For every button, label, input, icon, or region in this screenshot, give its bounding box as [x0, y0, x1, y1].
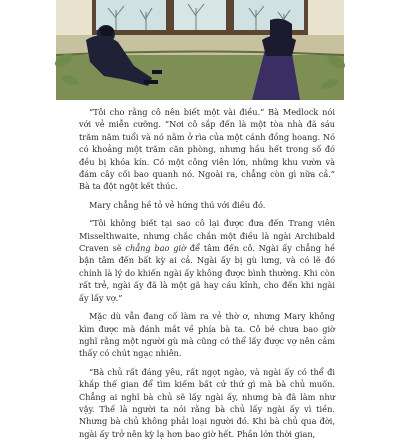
paragraph-2: Mary chẳng hề tỏ vẻ hứng thú với điều đó. [89, 199, 266, 210]
paragraph-3-emphasis: chẳng bao giờ [125, 243, 187, 254]
paragraph-1: “Tôi cho rằng cô nên biết một vài điều.” Bà Medlock nói với vẻ miễn cưỡng. “Nơi cô sắp đến là một tòa nhà đã sáu trăm năm tuổi và nó nằm ở rìa của một cánh đồng hoang. Nó có khoảng một trăm căn phòng, nhưng hầu hết trong số đó đều bị khóa kín. Có một công viên lớn, những khu vườn và đám cây cối bao quanh nó. Ngoài ra, chẳng còn gì nữa cả.” Bà ta đột ngột kết thúc. [79, 107, 335, 192]
story-text [79, 106, 336, 439]
paragraph-4: Mặc dù vẫn đang cố làm ra vẻ thờ ơ, nhưng Mary không kìm được mà đánh mắt về phía bà ta. Cô bé chưa bao giờ nghĩ rằng một người gù mà cũng có thể lấy được vợ nên cảm thấy có chút ngạc nhiên. [79, 311, 335, 359]
paragraph-3-after: để tâm đến cô. Ngài ấy chẳng hề bận tâm đến bất kỳ ai cả. Ngài ấy bị gù lưng, và có lẽ đó chính là lý do khiến ngài ấy không được bình thường. Khi còn rất trẻ, ngài ấy đã là một gã hay cáu kỉnh, cho đến khi ngài ấy lấy vợ.” [79, 243, 336, 303]
paragraph-3 [79, 217, 335, 304]
paragraph-5: “Bà chủ rất đáng yêu, rất ngọt ngào, và ngài ấy có thể đi khắp thế gian để tìm kiếm bất cứ thứ gì mà bà chủ muốn. Chẳng ai nghĩ bà chủ sẽ lấy ngài ấy, nhưng bà đã làm như vậy. Thế là người ta nói rằng bà chủ lấy ngài ấy vì tiền. Nhưng bà chủ không phải loại người đó. Khi bà chủ qua đời, ngài ấy trở nên kỳ lạ hơn bao giờ hết. Phần lớn thời gian, [79, 366, 335, 439]
paragraph-3-before: “Tôi không biết tại sao cô lại được đưa đến Trang viên Misselthwaite, nhưng chắc chắn một điều là ngài Archibald Craven sẽ [79, 218, 335, 254]
story-illustration [56, 0, 344, 100]
